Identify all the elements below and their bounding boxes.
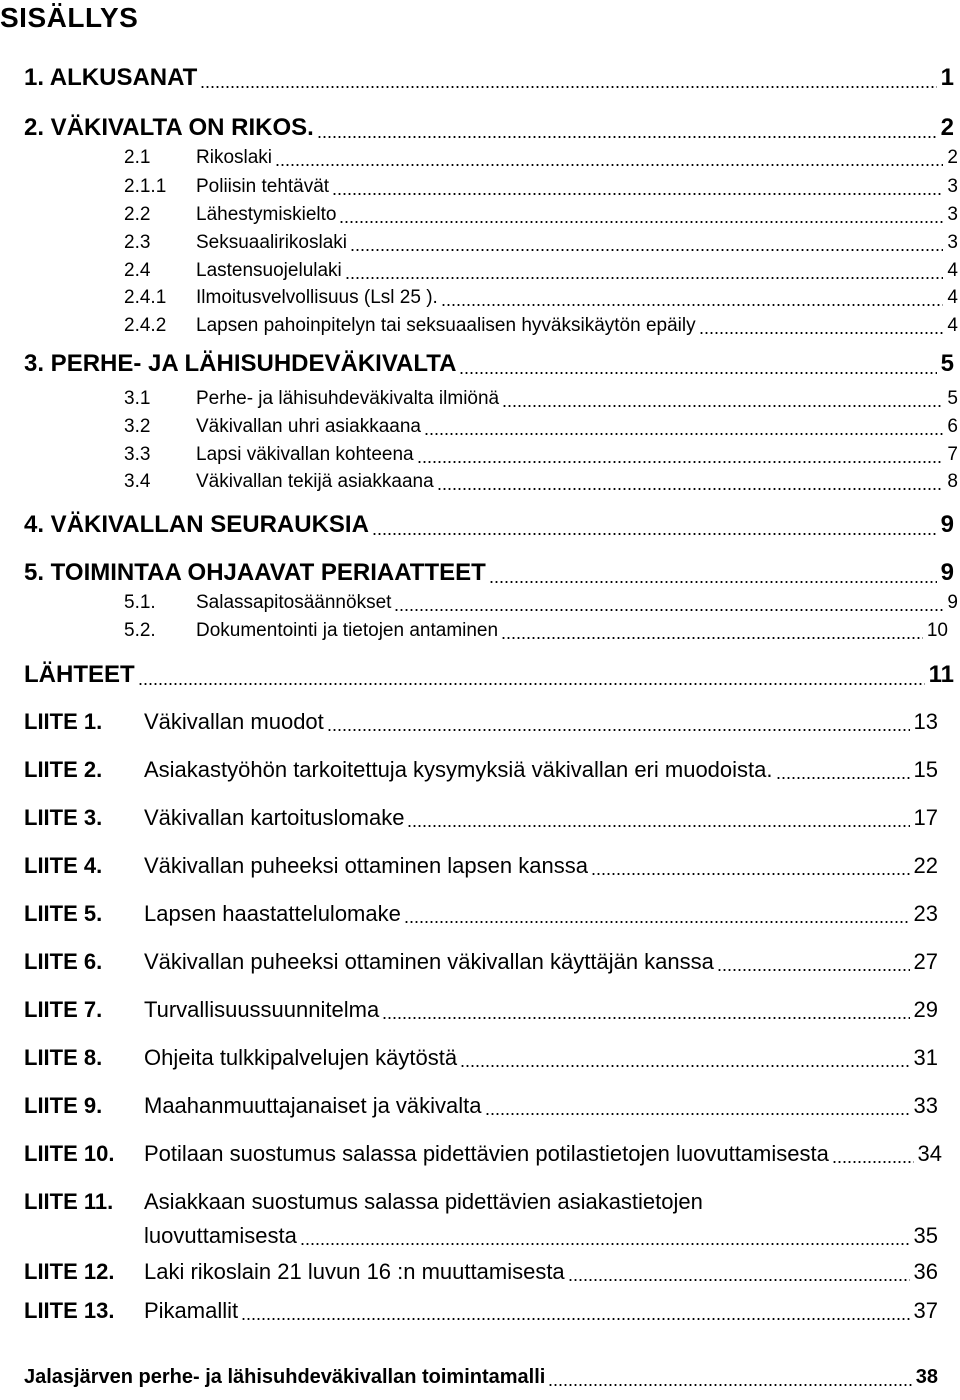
toc-entry[interactable]: [0, 1298, 960, 1332]
leader-dots: [485, 1113, 910, 1115]
toc-entry[interactable]: [0, 559, 960, 593]
toc-entry-page: 36: [913, 1259, 938, 1284]
toc-entry-page: 34: [917, 1141, 942, 1166]
toc-entry[interactable]: [0, 901, 960, 935]
toc-entry-title: Väkivallan kartoituslomake: [144, 805, 405, 830]
toc-entry-title: Laki rikoslain 21 luvun 16 :n muuttamisesta: [144, 1259, 565, 1284]
toc-entry-page: 31: [913, 1045, 938, 1070]
toc-entry-page: 17: [913, 805, 938, 830]
leader-dots: [407, 825, 910, 827]
toc-entry-title: Väkivallan puheeksi ottaminen lapsen kanssa: [144, 853, 588, 878]
toc-entry-title: Turvallisuussuunnitelma: [144, 997, 380, 1022]
toc-entry-number: 3.1: [124, 388, 151, 409]
toc-entry-number: LIITE 1.: [24, 709, 103, 734]
leader-dots: [699, 332, 943, 334]
toc-entry-number: LIITE 8.: [24, 1045, 103, 1070]
toc-entry-title: Maahanmuuttajanaiset ja väkivalta: [144, 1093, 482, 1118]
toc-entry-number: 5.2.: [124, 620, 156, 641]
leader-dots: [437, 488, 943, 490]
leader-dots: [300, 1243, 910, 1245]
toc-entry-page: 2: [940, 114, 954, 141]
toc-entry-title: Seksuaalirikoslaki: [196, 232, 348, 253]
toc-entry-title: Väkivallan uhri asiakkaana: [196, 416, 421, 437]
toc-entry[interactable]: [0, 471, 960, 505]
toc-entry-page: 9: [940, 559, 954, 586]
toc-entry-title: Pikamallit: [144, 1298, 239, 1323]
toc-entry-number: 4. VÄKIVALLAN SEURAUKSIA: [24, 511, 369, 538]
leader-dots: [591, 873, 910, 875]
toc-entry[interactable]: [0, 114, 960, 148]
toc-entry-page: 33: [913, 1093, 938, 1118]
toc-entry-number: 2.1: [124, 147, 151, 168]
toc-entry[interactable]: [0, 661, 960, 695]
toc-entry-number: LIITE 2.: [24, 757, 103, 782]
toc-entry-number: 2.2: [124, 204, 151, 225]
toc-entry-number: 1. ALKUSANAT: [24, 64, 198, 91]
toc-entry-number: 3.2: [124, 416, 151, 437]
toc-entry-title: Väkivallan muodot: [144, 709, 324, 734]
toc-entry-page: 2: [947, 147, 958, 168]
toc-entry-number: 3.4: [124, 471, 151, 492]
leader-dots: [275, 164, 943, 166]
leader-dots: [317, 136, 937, 138]
toc-entry[interactable]: [0, 1259, 960, 1293]
leader-dots: [372, 533, 937, 535]
toc-title: SISÄLLYS: [0, 2, 139, 33]
toc-entry-number: LIITE 3.: [24, 805, 103, 830]
toc-entry-page: 27: [913, 949, 938, 974]
toc-entry-page: 3: [947, 176, 958, 197]
toc-entry-title: Dokumentointi ja tietojen antaminen: [196, 620, 499, 641]
toc-entry-number: LIITE 7.: [24, 997, 103, 1022]
toc-entry-number: LIITE 13.: [24, 1298, 115, 1323]
toc-entry-page: 29: [913, 997, 938, 1022]
leader-dots: [459, 372, 937, 374]
toc-entry-title: Lastensuojelulaki: [196, 260, 342, 281]
toc-entry-page: 10: [926, 620, 948, 641]
leader-dots: [350, 249, 943, 251]
leader-dots: [382, 1017, 910, 1019]
toc-entry-number: 2.4: [124, 260, 151, 281]
toc-entry-number: 3.3: [124, 444, 151, 465]
toc-entry-number: Jalasjärven perhe- ja lähisuhdeväkivallan toimintamalli: [24, 1366, 546, 1388]
leader-dots: [339, 221, 943, 223]
toc-entry-number: 2.4.1: [124, 287, 167, 308]
toc-entry-number: LIITE 4.: [24, 853, 103, 878]
toc-entry-title: Potilaan suostumus salassa pidettävien potilastietojen luovuttamisesta: [144, 1141, 829, 1166]
leader-dots: [138, 683, 925, 685]
toc-entry-number: 5.1.: [124, 592, 156, 613]
toc-entry-title: Lapsen haastattelulomake: [144, 901, 401, 926]
toc-entry-title: Lapsi väkivallan kohteena: [196, 444, 414, 465]
leader-dots: [776, 777, 910, 779]
toc-entry-number: LIITE 6.: [24, 949, 103, 974]
toc-entry-page: 8: [947, 471, 958, 492]
leader-dots: [832, 1161, 914, 1163]
toc-entry-number: 3. PERHE- JA LÄHISUHDEVÄKIVALTA: [24, 350, 457, 377]
leader-dots: [502, 405, 943, 407]
toc-entry[interactable]: [0, 805, 960, 839]
toc-entry[interactable]: [0, 511, 960, 545]
toc-entry-title: Ohjeita tulkkipalvelujen käytöstä: [144, 1045, 458, 1070]
toc-entry-page: 23: [913, 901, 938, 926]
toc-entry[interactable]: [0, 1223, 960, 1257]
toc-entry[interactable]: [0, 1045, 960, 1079]
leader-dots: [327, 729, 910, 731]
toc-entry-page: 1: [940, 64, 954, 91]
toc-entry[interactable]: [0, 315, 960, 349]
leader-dots: [332, 193, 943, 195]
leader-dots: [460, 1065, 910, 1067]
toc-entry[interactable]: [0, 1366, 960, 1400]
toc-entry-page: 3: [947, 204, 958, 225]
toc-entry[interactable]: [0, 997, 960, 1031]
toc-entry-page: 5: [940, 350, 954, 377]
leader-dots: [717, 969, 910, 971]
leader-dots: [568, 1279, 910, 1281]
toc-entry-page: 11: [928, 661, 954, 688]
toc-entry-title: Lähestymiskielto: [196, 204, 337, 225]
toc-entry[interactable]: [0, 757, 960, 791]
toc-entry[interactable]: [0, 1189, 960, 1223]
toc-entry-number: 2.4.2: [124, 315, 167, 336]
toc-entry-number: 2.1.1: [124, 176, 167, 197]
toc-entry-page: 38: [915, 1366, 938, 1388]
toc-entry-page: 4: [947, 287, 958, 308]
toc-entry-title: Ilmoitusvelvollisuus (Lsl 25 ).: [196, 287, 438, 308]
toc-entry-number: LIITE 12.: [24, 1259, 115, 1284]
toc-entry[interactable]: [0, 64, 960, 98]
toc-entry-title: luovuttamisesta: [144, 1223, 297, 1248]
toc-entry-title: Lapsen pahoinpitelyn tai seksuaalisen hyväksikäytön epäily: [196, 315, 696, 336]
toc-entry-page: 13: [913, 709, 938, 734]
toc-entry-title: Väkivallan puheeksi ottaminen väkivallan käyttäjän kanssa: [144, 949, 714, 974]
toc-entry-page: 7: [947, 444, 958, 465]
toc-entry[interactable]: [0, 1141, 960, 1175]
toc-entry-title: Asiakastyöhön tarkoitettuja kysymyksiä väkivallan eri muodoista.: [144, 757, 773, 782]
toc-entry-title: Väkivallan tekijä asiakkaana: [196, 471, 434, 492]
toc-entry-title: Salassapitosäännökset: [196, 592, 392, 613]
toc-entry-number: 2.3: [124, 232, 151, 253]
leader-dots: [404, 921, 910, 923]
leader-dots: [417, 461, 943, 463]
toc-entry-number: LIITE 9.: [24, 1093, 103, 1118]
leader-dots: [501, 637, 923, 639]
toc-entry-title: Perhe- ja lähisuhdeväkivalta ilmiönä: [196, 388, 500, 409]
leader-dots: [345, 277, 943, 279]
toc-entry[interactable]: [0, 853, 960, 887]
leader-dots: [424, 433, 943, 435]
toc-entry-title: Rikoslaki: [196, 147, 273, 168]
toc-entry-page: 37: [913, 1298, 938, 1323]
toc-entry-page: 6: [947, 416, 958, 437]
toc-entry-title: Asiakkaan suostumus salassa pidettävien asiakastietojen: [144, 1189, 703, 1214]
leader-dots: [241, 1318, 910, 1320]
toc-entry-page: 35: [913, 1223, 938, 1248]
toc-entry-page: 5: [947, 388, 958, 409]
toc-entry-number: LÄHTEET: [24, 661, 135, 688]
toc-entry-number: LIITE 10.: [24, 1141, 115, 1166]
toc-entry[interactable]: [0, 949, 960, 983]
toc-entry-page: 15: [913, 757, 938, 782]
leader-dots: [200, 86, 937, 88]
toc-entry-page: 9: [940, 511, 954, 538]
toc-entry-number: 2. VÄKIVALTA ON RIKOS.: [24, 114, 314, 141]
toc-entry[interactable]: [0, 350, 960, 384]
leader-dots: [441, 304, 943, 306]
toc-entry-title: Poliisin tehtävät: [196, 176, 330, 197]
toc-entry-page: 4: [947, 260, 958, 281]
toc-entry-number: 5. TOIMINTAA OHJAAVAT PERIAATTEET: [24, 559, 486, 586]
leader-dots: [489, 581, 937, 583]
toc-entry[interactable]: [0, 1093, 960, 1127]
toc-entry-page: 22: [913, 853, 938, 878]
leader-dots: [548, 1384, 912, 1386]
toc-entry-page: 9: [947, 592, 958, 613]
leader-dots: [394, 609, 943, 611]
toc-entry-number: LIITE 11.: [24, 1189, 114, 1214]
toc-entry-page: 3: [947, 232, 958, 253]
toc-entry-number: LIITE 5.: [24, 901, 103, 926]
toc-entry[interactable]: [0, 709, 960, 743]
toc-entry-page: 4: [947, 315, 958, 336]
toc-entry[interactable]: [0, 620, 960, 654]
